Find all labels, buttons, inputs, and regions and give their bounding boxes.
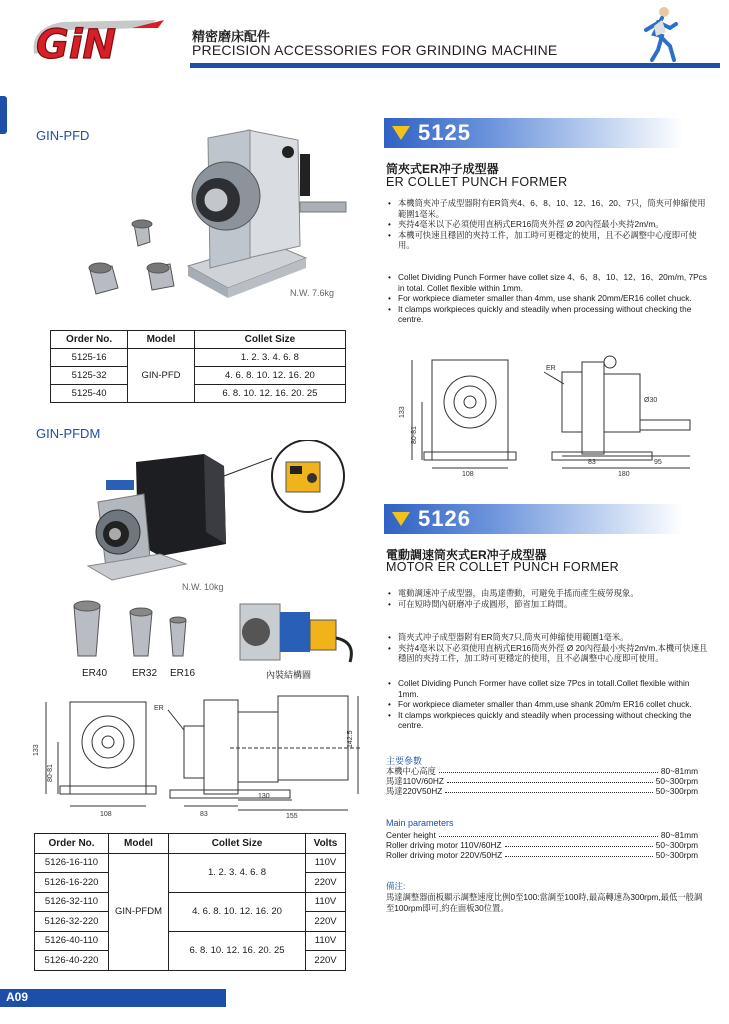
bullet-item: • It clamps workpieces quickly and steadily when processing without checking the centre.	[386, 304, 708, 325]
model-label-pfd: GIN-PFD	[36, 128, 90, 143]
dim-180: 180	[618, 471, 630, 478]
table-row	[51, 349, 346, 367]
header-title-cn: 精密磨床配件	[192, 29, 271, 44]
col-collet-size: Collet Size	[194, 331, 345, 349]
svg-text:GiN: GiN	[36, 22, 117, 66]
param-row	[386, 766, 698, 776]
gin-pfd-photo	[78, 118, 348, 310]
model-cell: GIN-PFD	[128, 349, 195, 403]
volts: 220V	[306, 951, 346, 971]
bullet-item: • Collet Dividing Punch Former have collet size 4、6、8、10、12、16、20m/m, 7Pcs in total. Collet flexible within 1mm.	[386, 272, 708, 293]
param-row	[386, 850, 698, 860]
drawing-5125	[392, 350, 704, 478]
param-key: 馬達110V/60HZ	[386, 776, 444, 786]
order-no: 5126-16-110	[35, 853, 109, 873]
bullet-item: • 筒夾式冲子成型器附有ER筒夾7只,筒夾可伸縮使用範圍1毫米。	[386, 632, 708, 643]
table-header-row	[51, 331, 346, 349]
bullet-item: • 本機可快速且穩固的夾持工件，加工時可更穩定的使用，且不必調整中心度即可使用。	[386, 230, 708, 251]
dim-133: 133	[399, 406, 406, 418]
dim-er-label: ER	[154, 705, 164, 712]
collets-and-inner-photo	[60, 598, 360, 670]
param-key: Roller driving motor 110V/60HZ	[386, 840, 502, 850]
param-key: 馬達220V50HZ	[386, 786, 443, 796]
order-no: 5126-40-110	[35, 931, 109, 951]
product-number: 5125	[418, 120, 471, 145]
page-number: A09	[6, 990, 29, 1004]
order-no: 5125-32	[51, 367, 128, 385]
bullet-item: • Collet Dividing Punch Former have collet size 7Pcs in totall.Collet flexible within 1mm.	[386, 678, 708, 699]
net-weight-pfdm: N.W. 10kg	[182, 582, 224, 592]
bullets-5126-en	[386, 678, 708, 731]
header-title-en: PRECISION ACCESSORIES FOR GRINDING MACHINE	[192, 42, 558, 58]
param-row	[386, 840, 698, 850]
param-key: 本機中心高度	[386, 766, 436, 776]
collet-label-er32: ER32	[132, 668, 158, 679]
param-value: 50~300rpm	[655, 786, 698, 796]
volts: 110V	[306, 853, 346, 873]
param-value: 80~81mm	[660, 766, 698, 776]
param-value: 50~300rpm	[655, 776, 698, 786]
param-row	[386, 776, 698, 786]
table-row	[51, 367, 346, 385]
bullet-item: • 夾持4毫米以下必須使用直柄式ER16筒夾外徑 Ø 20內徑最小夾持2m/m.本機可快速且穩固的夾持工件，加工時可更穩定的使用，且不必調整中心度即可使用。	[386, 643, 708, 664]
param-value: 50~300rpm	[655, 840, 698, 850]
bullets-5126-cn-a	[386, 588, 708, 609]
order-no: 5125-40	[51, 385, 128, 403]
collet-size: 6. 8. 10. 12. 16. 20. 25	[194, 385, 345, 403]
net-weight-pfd: N.W. 7.6kg	[290, 288, 335, 298]
dim-95: 95	[654, 459, 662, 466]
bullets-5126-cn-b	[386, 632, 708, 664]
col-collet-size: Collet Size	[169, 834, 306, 854]
param-row	[386, 786, 698, 796]
params-cn-heading: 主要參數	[386, 756, 423, 766]
bullets-5125-en	[386, 272, 708, 325]
gin-pfdm-photo	[76, 440, 348, 590]
col-model: Model	[109, 834, 169, 854]
dim-108: 108	[462, 471, 474, 478]
params-en-heading: Main parameters	[386, 818, 454, 828]
product-number: 5126	[418, 506, 471, 531]
order-no: 5126-32-110	[35, 892, 109, 912]
param-key: Center height	[386, 830, 436, 840]
table-5126	[34, 833, 346, 971]
collet-size: 4. 6. 8. 10. 12. 16. 20	[169, 892, 306, 931]
table-row	[51, 385, 346, 403]
dim-133: 133	[33, 744, 40, 756]
param-key: Roller driving motor 220V/50HZ	[386, 850, 503, 860]
table-row	[35, 931, 346, 951]
collet-size: 6. 8. 10. 12. 16. 20. 25	[169, 931, 306, 970]
dim-er-label: ER	[546, 365, 556, 372]
table-header-row	[35, 834, 346, 854]
model-label-pfdm: GIN-PFDM	[36, 426, 101, 441]
collet-photo	[89, 220, 174, 294]
banner-5126	[384, 504, 684, 534]
collet-size: 1. 2. 3. 4. 6. 8	[194, 349, 345, 367]
dim-142-5: 142.5	[347, 730, 354, 748]
header-rule	[190, 63, 720, 68]
col-order-no: Order No.	[51, 331, 128, 349]
param-value: 50~300rpm	[655, 850, 698, 860]
triangle-icon	[392, 512, 410, 526]
collet-label-er16: ER16	[170, 668, 196, 679]
collet-size: 4. 6. 8. 10. 12. 16. 20	[194, 367, 345, 385]
volts: 220V	[306, 912, 346, 932]
dim-83: 83	[588, 459, 596, 466]
model-cell: GIN-PFDM	[109, 853, 169, 970]
col-order-no: Order No.	[35, 834, 109, 854]
bullet-item: • It clamps workpieces quickly and steadily when processing without checking the centre.	[386, 710, 708, 731]
order-no: 5126-40-220	[35, 951, 109, 971]
bullets-5125-cn	[386, 198, 708, 251]
bullet-item: • For workpiece diameter smaller than 4mm, use shank 20mm/ER16 collet chuck.	[386, 293, 708, 304]
order-no: 5126-16-220	[35, 873, 109, 893]
col-model: Model	[128, 331, 195, 349]
collet-label-er40: ER40	[82, 668, 108, 679]
order-no: 5126-32-220	[35, 912, 109, 932]
bullet-item: • 本機筒夾冲子成型器附有ER筒夾4、6、8、10、12、16、20、7只，筒夾可伸縮使用範圍1毫米。	[386, 198, 708, 219]
note-body: 馬達調整器面板顯示調整速度比例0至100:當調至100時,最高轉速為300rpm,最低一般調至100rpm即可,約在面板30位置。	[386, 892, 703, 913]
table-row	[35, 853, 346, 873]
note-heading: 備注:	[386, 881, 406, 891]
dim-108: 108	[100, 811, 112, 818]
table-row	[35, 892, 346, 912]
title-5125-cn: 筒夾式ER冲子成型器	[386, 162, 499, 176]
drawing-5126	[30, 686, 370, 820]
banner-5125	[384, 118, 684, 148]
dim-155: 155	[286, 813, 298, 820]
gin-logo	[28, 14, 168, 66]
param-row	[386, 830, 698, 840]
table-5125	[50, 330, 346, 403]
inner-structure-label: 內裝結構圖	[266, 670, 312, 680]
params-en	[386, 830, 698, 860]
volts: 110V	[306, 892, 346, 912]
dim-80-81: 80-81	[411, 426, 418, 444]
triangle-icon	[392, 126, 410, 140]
order-no: 5125-16	[51, 349, 128, 367]
dim-83: 83	[200, 811, 208, 818]
bullet-item: • For workpiece diameter smaller than 4mm,use shank 20m/m ER16 collet chuck.	[386, 699, 708, 710]
bullet-item: • 夾持4毫米以下必須使用直柄式ER16筒夾外徑 Ø 20內徑最小夾持2m/m。	[386, 219, 708, 230]
dim-30: Ø30	[644, 397, 658, 404]
volts: 110V	[306, 931, 346, 951]
param-value: 80~81mm	[660, 830, 698, 840]
dim-80-81: 80-81	[47, 764, 54, 782]
runner-icon	[640, 6, 680, 62]
page-number-bar	[0, 989, 226, 1007]
bullet-item: • 可在短時間內研磨冲子成圓形，節省加工時間。	[386, 599, 708, 610]
title-5126-en: MOTOR ER COLLET PUNCH FORMER	[386, 560, 619, 574]
params-cn	[386, 766, 698, 796]
bullet-item: • 電動調速冲子成型器，由馬達帶動，可避免手搖而產生疲勞現象。	[386, 588, 708, 599]
title-5125-en: ER COLLET PUNCH FORMER	[386, 175, 568, 189]
section-tab	[0, 96, 7, 134]
dim-130: 130	[258, 793, 270, 800]
volts: 220V	[306, 873, 346, 893]
title-5126-cn: 電動調速筒夾式ER冲子成型器	[386, 548, 547, 562]
collet-size: 1. 2. 3. 4. 6. 8	[169, 853, 306, 892]
col-volts: Volts	[306, 834, 346, 854]
